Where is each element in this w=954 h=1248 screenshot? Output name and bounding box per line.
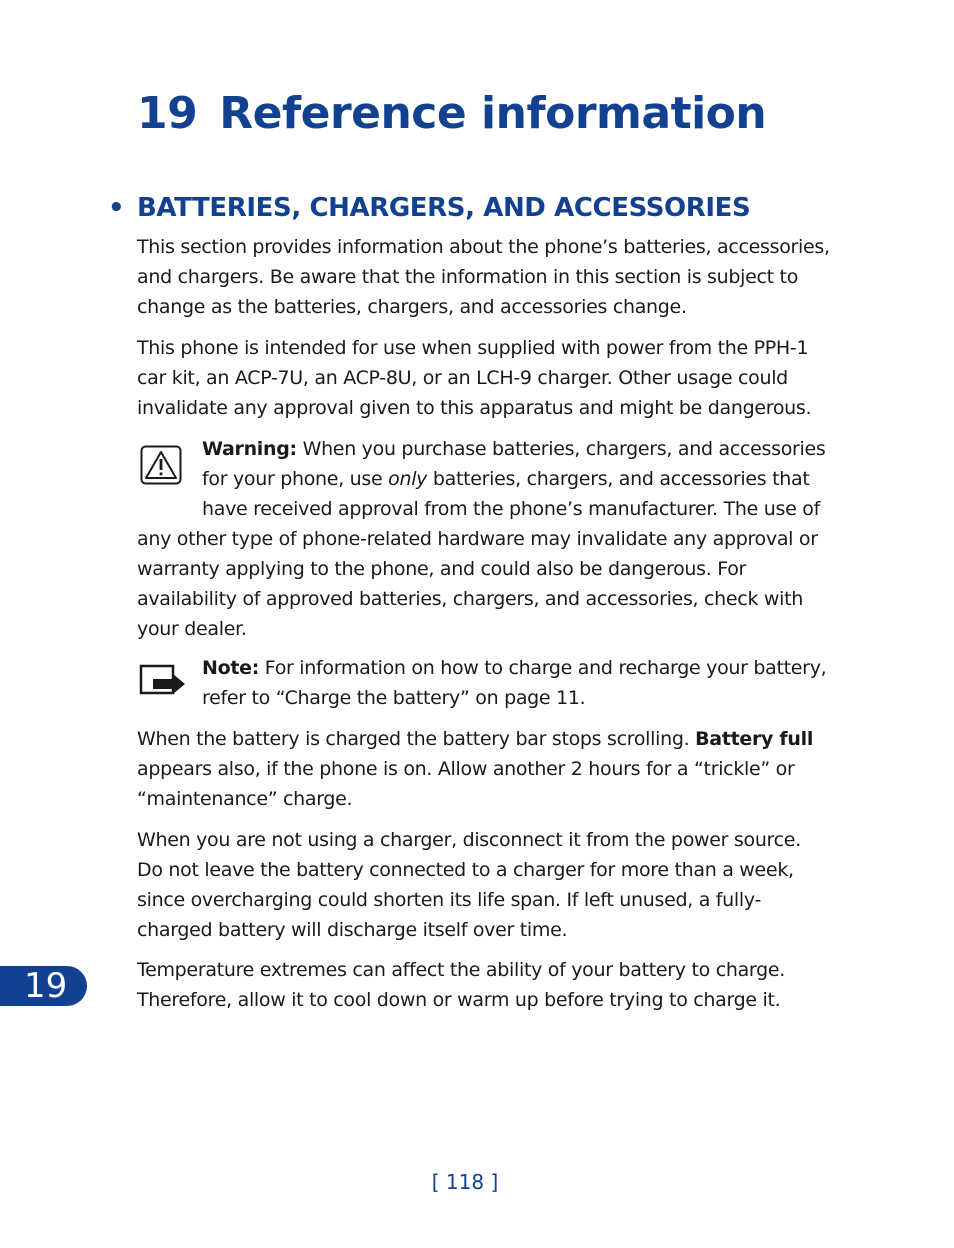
note-line: refer to “Charge the battery” on page 11. xyxy=(202,687,586,709)
paragraph-line: Therefore, allow it to cool down or warm up before trying to charge it. xyxy=(137,989,781,1011)
section-heading-text: BATTERIES, CHARGERS, AND ACCESSORIES xyxy=(137,193,751,223)
paragraph-disconnect xyxy=(137,825,837,945)
warning-line: warranty applying to the phone, and could also be dangerous. For xyxy=(137,558,747,580)
paragraph-line: charged battery will discharge itself over time. xyxy=(137,919,568,941)
paragraph-line: This phone is intended for use when supplied with power from the PPH-1 xyxy=(137,337,809,359)
note-block xyxy=(137,653,837,713)
battery-full-label: Battery full xyxy=(695,728,814,750)
paragraph-text: When the battery is charged the battery bar stops scrolling. xyxy=(137,728,696,750)
chapter-number: 19 xyxy=(137,88,198,139)
paragraph-line: This section provides information about the phone’s batteries, accessories, xyxy=(137,236,830,258)
chapter-title-text: Reference information xyxy=(219,88,767,139)
warning-text: batteries, chargers, and accessories that xyxy=(427,468,810,490)
note-label: Note: xyxy=(202,657,260,679)
warning-line: have received approval from the phone’s manufacturer. The use of xyxy=(202,498,820,520)
paragraph-temperature xyxy=(137,955,837,1015)
paragraph-line: Do not leave the battery connected to a charger for more than a week, xyxy=(137,859,794,881)
warning-line xyxy=(137,434,837,464)
paragraph-intro xyxy=(137,232,837,322)
paragraph-line: appears also, if the phone is on. Allow another 2 hours for a “trickle” or xyxy=(137,758,795,780)
warning-text: for your phone, use xyxy=(202,468,389,490)
warning-line xyxy=(137,464,837,494)
paragraph-battery-full xyxy=(137,724,837,814)
paragraph-line: When you are not using a charger, disconnect it from the power source. xyxy=(137,829,801,851)
paragraph-line: change as the batteries, chargers, and accessories change. xyxy=(137,296,687,318)
section-bullet: • xyxy=(108,193,125,223)
paragraph-line: and chargers. Be aware that the information in this section is subject to xyxy=(137,266,799,288)
warning-block xyxy=(137,434,837,644)
paragraph-line xyxy=(137,724,837,754)
page-number: [ 118 ] xyxy=(431,1170,499,1194)
warning-emphasis: only xyxy=(388,468,428,490)
warning-label: Warning: xyxy=(202,438,297,460)
paragraph-power-supply xyxy=(137,333,837,423)
warning-line: any other type of phone-related hardware may invalidate any approval or xyxy=(137,528,818,550)
note-line xyxy=(137,653,837,683)
paragraph-line: car kit, an ACP-7U, an ACP-8U, or an LCH-9 charger. Other usage could xyxy=(137,367,788,389)
chapter-title xyxy=(137,86,766,142)
warning-text: When you purchase batteries, chargers, and accessories xyxy=(296,438,826,460)
warning-line: availability of approved batteries, chargers, and accessories, check with xyxy=(137,588,803,610)
paragraph-line: “maintenance” charge. xyxy=(137,788,353,810)
note-text: For information on how to charge and recharge your battery, xyxy=(259,657,827,679)
paragraph-line: invalidate any approval given to this apparatus and might be dangerous. xyxy=(137,397,812,419)
paragraph-line: since overcharging could shorten its life span. If left unused, a fully- xyxy=(137,889,762,911)
warning-line: your dealer. xyxy=(137,618,247,640)
section-heading xyxy=(108,190,750,226)
chapter-side-tab: 19 xyxy=(0,966,87,1006)
paragraph-line: Temperature extremes can affect the ability of your battery to charge. xyxy=(137,959,785,981)
